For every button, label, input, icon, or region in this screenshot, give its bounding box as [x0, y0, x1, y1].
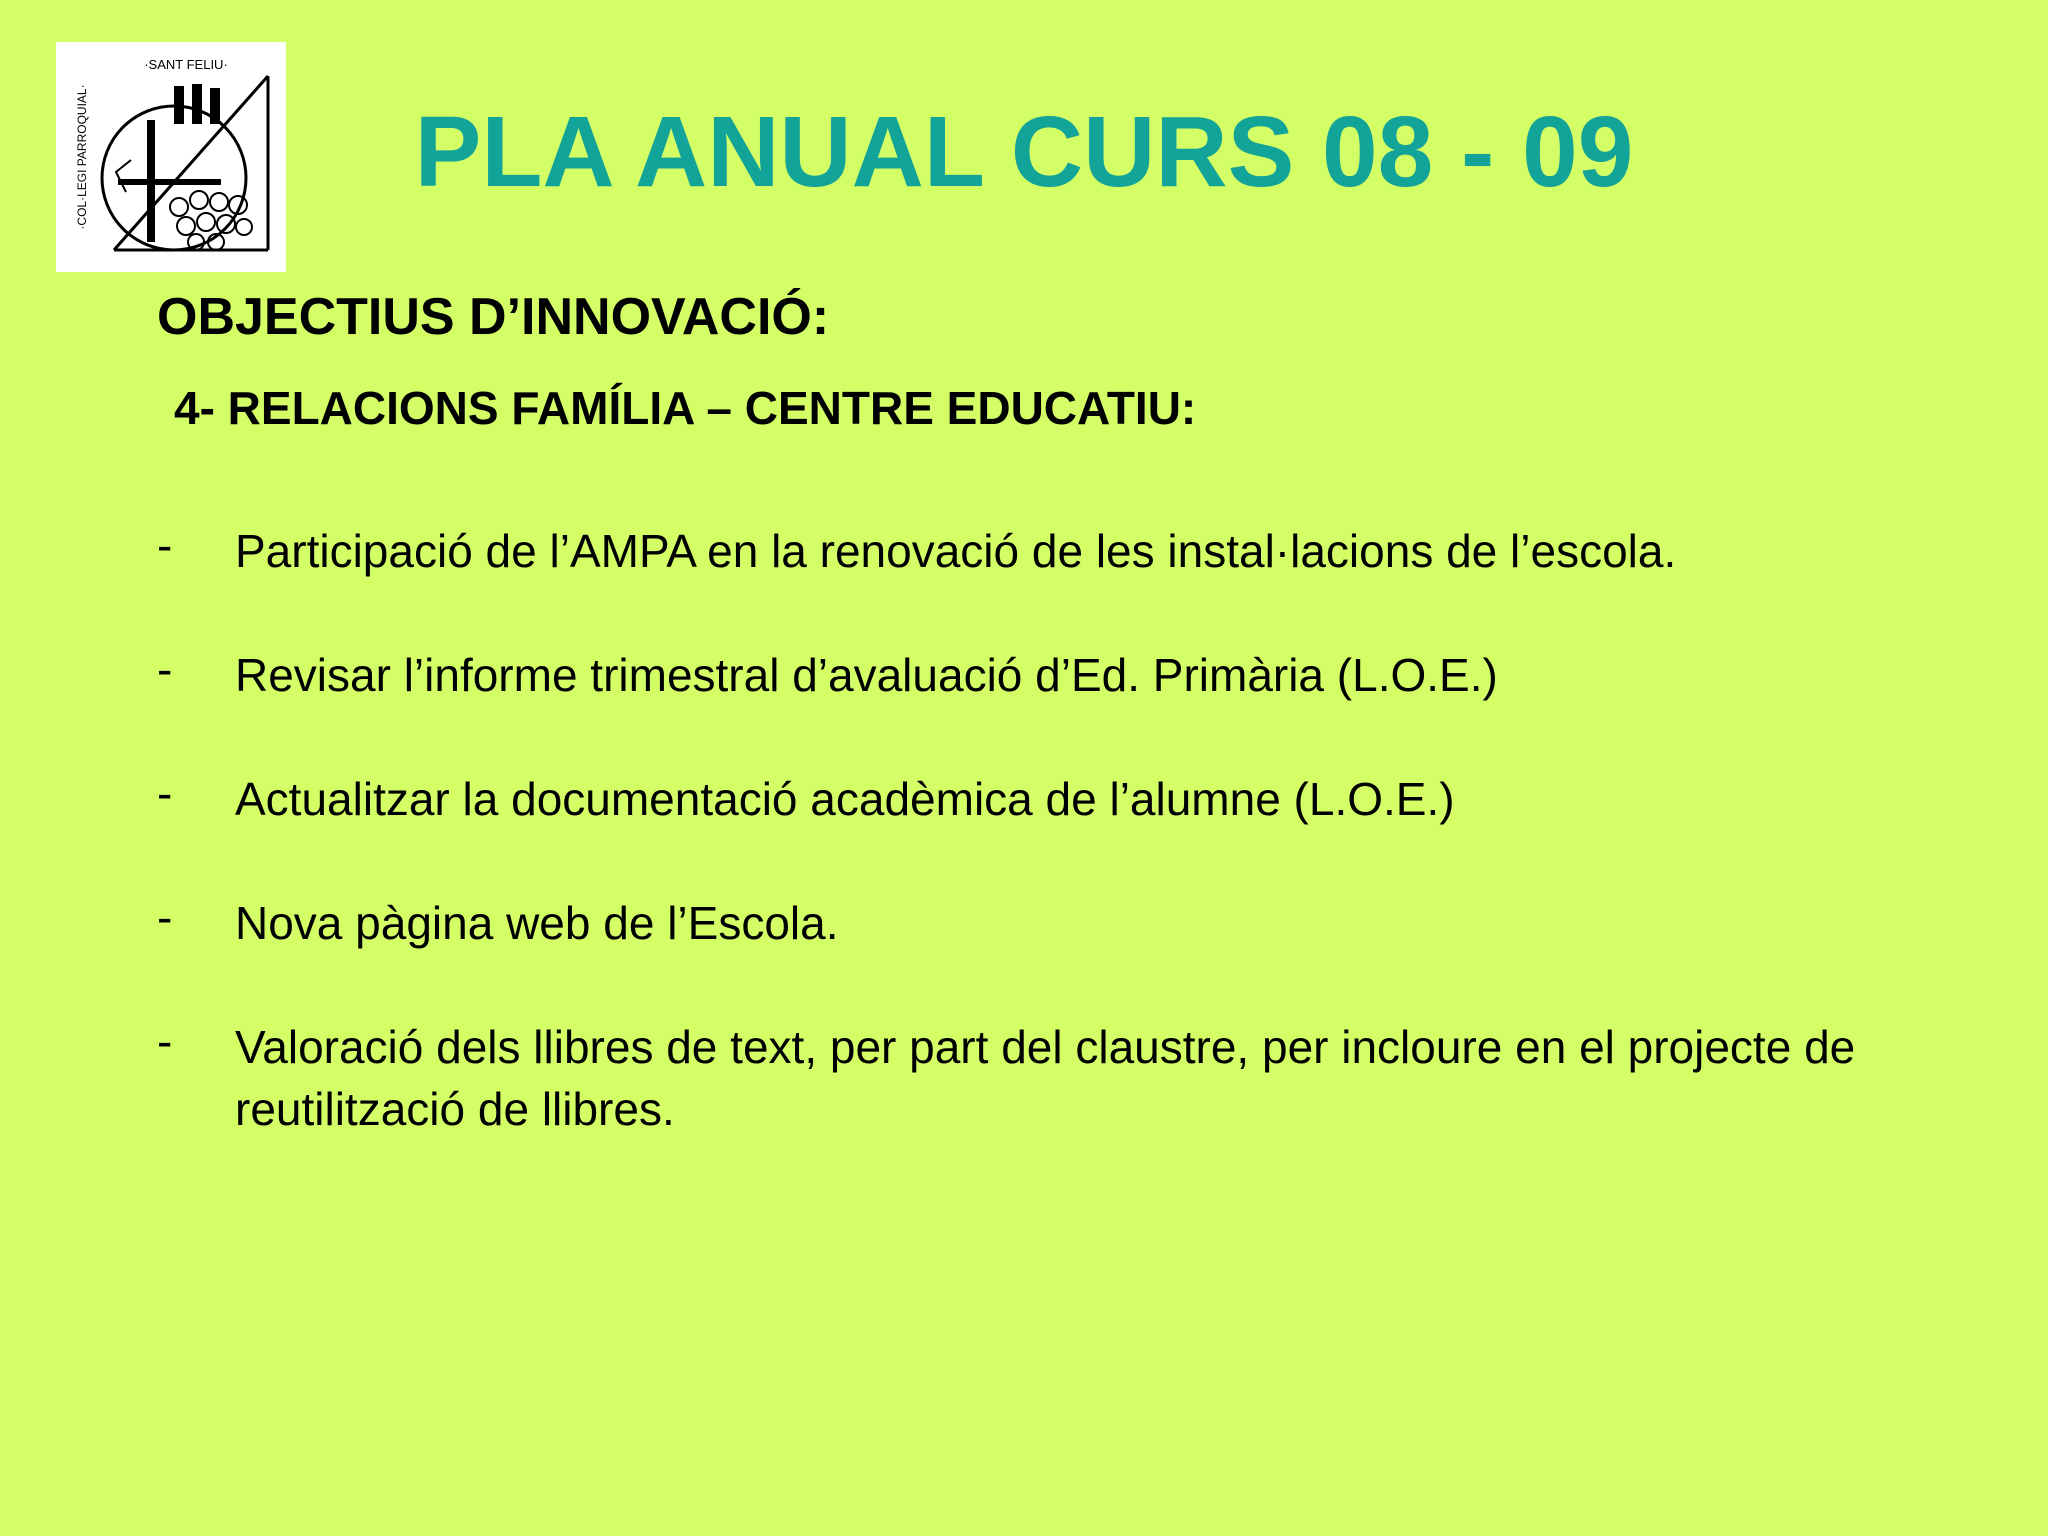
bullet-item [157, 1016, 1997, 1140]
bullet-text: Participació de l’AMPA en la renovació de les instal·lacions de l’escola. [235, 525, 1677, 577]
bullet-dash: - [157, 519, 173, 571]
logo-side-text: ·COL·LEGI PARROQUIAL· [75, 84, 89, 230]
bullet-item [157, 892, 1997, 954]
school-logo [56, 42, 286, 272]
logo-top-text: ·SANT FELIU· [144, 57, 228, 72]
section-heading: 4- RELACIONS FAMÍLIA – CENTRE EDUCATIU: [174, 382, 1197, 434]
bullet-dash: - [157, 891, 173, 943]
bullet-item [157, 644, 1997, 706]
bullet-item [157, 520, 1997, 582]
bullet-dash: - [157, 643, 173, 695]
bullet-dash: - [157, 1015, 173, 1067]
bullet-list [157, 520, 1997, 1202]
slide-title: PLA ANUAL CURS 08 - 09 [414, 96, 1634, 208]
bullet-text: Actualitzar la documentació acadèmica de l’alumne (L.O.E.) [235, 773, 1455, 825]
objectives-heading: OBJECTIUS D’INNOVACIÓ: [157, 288, 830, 346]
bullet-text: Valoració dels llibres de text, per part del claustre, per incloure en el projecte de reutilització de llibres. [235, 1021, 1856, 1135]
bullet-dash: - [157, 767, 173, 819]
bullet-text: Nova pàgina web de l’Escola. [235, 897, 839, 949]
bullet-text: Revisar l’informe trimestral d’avaluació d’Ed. Primària (L.O.E.) [235, 649, 1498, 701]
bullet-item [157, 768, 1997, 830]
